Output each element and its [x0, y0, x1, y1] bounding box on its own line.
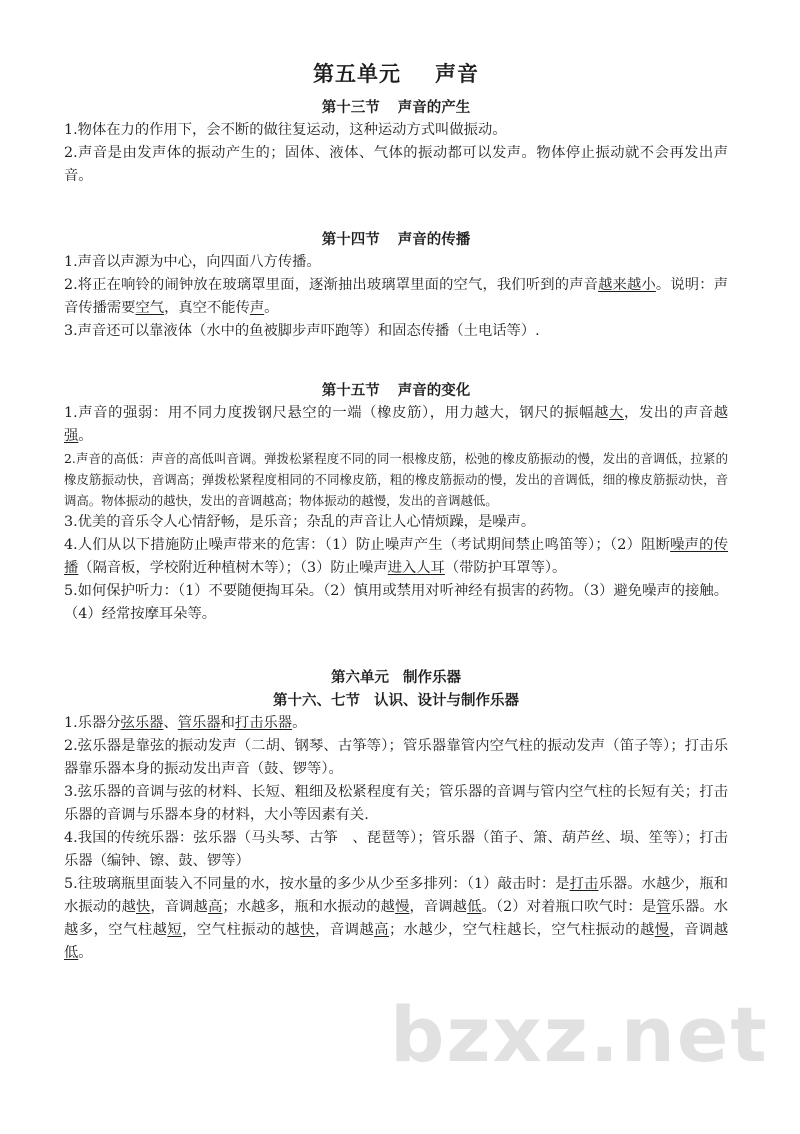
- s14-para-3: [64, 320, 728, 343]
- text: ，音调越: [315, 922, 375, 938]
- unit6-name: 制作乐器: [403, 670, 461, 686]
- underlined-answer: 噪声的传播: [64, 537, 728, 576]
- section-16-17-heading: [64, 689, 728, 710]
- underlined-answer: 打击乐器: [234, 715, 293, 731]
- underlined-answer: 短: [167, 922, 183, 938]
- section-13-heading: [64, 96, 728, 117]
- section-15-number: 第十五节: [321, 383, 380, 399]
- underlined-answer: 强: [64, 428, 79, 444]
- unit5-title-name: 声音: [435, 62, 479, 86]
- underlined-answer: 空气: [135, 300, 165, 316]
- s14-para-2: [64, 274, 728, 320]
- text: 。: [264, 300, 279, 316]
- section-15-name: 声音的变化: [397, 383, 471, 399]
- text: 3.优美的音乐令人心情舒畅，是乐音；杂乱的声音让人心情烦躁，是噪声。: [64, 514, 536, 530]
- text: ，真空不能传: [164, 300, 250, 316]
- underlined-answer: 快: [300, 922, 316, 938]
- text: 3.弦乐器的音调与弦的材料、长短、粗细及松紧程度有关；管乐器的音调与管内空气柱的长短有关；打击乐器的音调与乐器本身的材料，大小等因素有关.: [64, 784, 728, 823]
- section-13-name: 声音的产生: [397, 100, 471, 116]
- s16-para-3: [64, 781, 728, 827]
- text: 2.声音的高低：声音的高低叫音调。弹拨松紧程度不同的同一根橡皮筋，松弛的橡皮筋振动的慢，发出的音调低，拉紧的橡皮筋振动快，音调高；弹拨松紧程度相同的不同橡皮筋，粗的橡皮筋振动的慢，发出的音调低，细的橡皮筋振动快，音调高。物体振动的越快，发出的音调越高；物体振动的越慢，发出的音调越低。: [64, 451, 728, 508]
- text: 2.声音是由发声体的振动产生的；固体、液体、气体的振动都可以发声。物体停止振动就不会再发出声音。: [64, 145, 728, 184]
- s13-para-1: [64, 119, 728, 142]
- unit5-title: [64, 58, 728, 88]
- watermark: bzxz.net: [390, 990, 769, 1079]
- text: 。: [78, 945, 93, 961]
- text: 。说明：声音传播需要: [64, 277, 729, 316]
- text: 和: [220, 715, 235, 731]
- text: ，发出的声音越: [624, 405, 729, 421]
- text: 5.往玻璃瓶里面装入不同量的水，按水量的多少从少至多排列：（1）敲击时：是: [64, 876, 570, 892]
- s16-para-1: [64, 712, 728, 735]
- section-14-number: 第十四节: [321, 232, 380, 248]
- underlined-answer: 管: [656, 899, 671, 915]
- text: 4.人们从以下措施防止噪声带来的危害：（1）防止噪声产生（考试期间禁止鸣笛等）；（2）阻断: [64, 537, 671, 553]
- underlined-answer: 慢: [654, 922, 670, 938]
- s15-para-3: [64, 511, 728, 534]
- text: ，音调越: [409, 899, 468, 915]
- s16-para-4: [64, 827, 728, 873]
- underlined-answer: 打击: [569, 876, 599, 892]
- s16-para-2: [64, 735, 728, 781]
- underlined-answer: 低: [64, 945, 79, 961]
- text: 1.乐器分: [64, 715, 121, 731]
- underlined-answer: 高: [207, 899, 223, 915]
- s13-para-2: [64, 142, 728, 188]
- s15-para-1: [64, 402, 728, 448]
- text: 乐器。水越多，空气柱越: [64, 899, 729, 938]
- section-14-name: 声音的传播: [397, 232, 471, 248]
- s16-para-5: [64, 873, 728, 965]
- unit6-number: 第六单元: [331, 670, 389, 686]
- text: 1.物体在力的作用下，会不断的做往复运动，这种运动方式叫做振动。: [64, 122, 507, 138]
- text: ，音调越: [150, 899, 208, 915]
- text: ；水越少，空气柱越长，空气柱振动的越: [388, 922, 655, 938]
- text: 。（2）对着瓶口吹气时：是: [481, 899, 657, 915]
- text: 3.声音还可以靠液体（水中的鱼被脚步声吓跑等）和固态传播（土电话等）.: [64, 323, 540, 339]
- text: 、: [163, 715, 178, 731]
- underlined-answer: 管乐器: [177, 715, 221, 731]
- section-16-17-name: 认识、设计与制作乐器: [374, 693, 519, 709]
- document-page: [64, 58, 728, 965]
- text: 1.声音的强弱：用不同力度拨钢尺悬空的一端（橡皮筋），用力越大，钢尺的振幅越: [64, 405, 610, 421]
- text: 2.将正在响铃的闹钟放在玻璃罩里面，逐渐抽出玻璃罩里面的空气，我们听到的声音: [64, 277, 599, 293]
- underlined-answer: 低: [467, 899, 482, 915]
- text: （隔音板，学校附近种植树木等）；（3）防止噪声: [78, 560, 388, 576]
- section-13-number: 第十三节: [321, 100, 380, 116]
- text: ，空气柱振动的越: [182, 922, 301, 938]
- s15-para-5: [64, 580, 728, 626]
- underlined-answer: 大: [609, 405, 625, 421]
- text: 1.声音以声源为中心，向四面八方传播。: [64, 254, 321, 270]
- underlined-answer: 越来越小: [598, 277, 656, 293]
- text: ；水越多，瓶和水振动的越: [222, 899, 396, 915]
- unit5-title-number: 第五单元: [313, 62, 401, 86]
- text: 4.我国的传统乐器：弦乐器（马头琴、古筝 、琵琶等）；管乐器（笛子、箫、葫芦丝、埙、笙等）；打击乐器（编钟、镲、鼓、锣等）: [64, 830, 728, 869]
- underlined-answer: 高: [374, 922, 389, 938]
- underlined-answer: 声: [249, 300, 265, 316]
- s15-para-4: [64, 534, 728, 580]
- text: 。: [78, 428, 93, 444]
- text: 2.弦乐器是靠弦的振动发声（二胡、钢琴、古筝等）；管乐器靠管内空气柱的振动发声（笛子等）；打击乐器靠乐器本身的振动发出声音（鼓、锣等）。: [64, 738, 728, 777]
- text: （带防护耳罩等）。: [444, 560, 567, 576]
- underlined-answer: 慢: [395, 899, 410, 915]
- text: 乐器。水越少，瓶和水振动的越: [64, 876, 729, 915]
- unit6-heading: [64, 666, 728, 687]
- section-16-17-number: 第十六、七节: [273, 693, 360, 709]
- underlined-answer: 进入人耳: [387, 560, 445, 576]
- section-15-heading: [64, 379, 728, 400]
- s15-para-2: [64, 448, 728, 511]
- section-14-heading: [64, 228, 728, 249]
- underlined-answer: 弦乐器: [120, 715, 164, 731]
- text: ，音调越: [669, 922, 729, 938]
- underlined-answer: 快: [135, 899, 151, 915]
- s14-para-1: [64, 251, 728, 274]
- text: 5.如何保护听力：（1）不要随便掏耳朵。（2）慎用或禁用对听神经有损害的药物。（3）避免噪声的接触。（4）经常按摩耳朵等。: [64, 583, 728, 622]
- text: 。: [292, 715, 307, 731]
